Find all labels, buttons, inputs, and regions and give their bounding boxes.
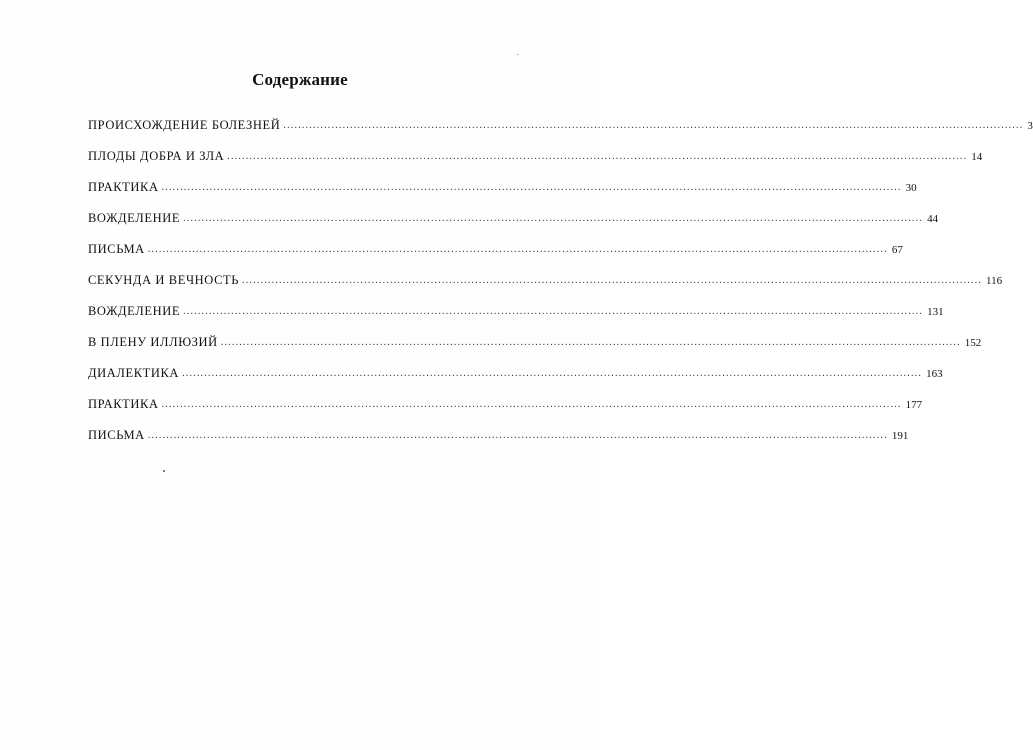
toc-dot-leader: ........................................................................................................................................................................................................ <box>147 244 888 255</box>
toc-entry-page: 44 <box>927 213 939 225</box>
toc-entry-title: ПРОИСХОЖДЕНИЕ БОЛЕЗНЕЙ <box>88 118 281 132</box>
scan-speck <box>163 470 165 472</box>
toc-entry-title: ПИСЬМА <box>88 428 145 442</box>
toc-entry-title: СЕКУНДА И ВЕЧНОСТЬ <box>88 273 240 287</box>
scan-speck <box>517 54 518 55</box>
toc-dot-leader: ........................................................................................................................................................................................................ <box>242 275 983 286</box>
toc-entry <box>88 118 1033 149</box>
toc-entry <box>88 366 943 397</box>
toc-dot-leader: ........................................................................................................................................................................................................ <box>147 430 888 441</box>
toc-entry-title: ПЛОДЫ ДОБРА И ЗЛА <box>88 149 225 163</box>
toc-dot-leader: ........................................................................................................................................................................................................ <box>183 213 924 224</box>
toc-entry-title: ВОЖДЕЛЕНИЕ <box>88 304 181 318</box>
toc-entry-title: В ПЛЕНУ ИЛЛЮЗИЙ <box>88 335 218 349</box>
toc-entry <box>88 428 909 459</box>
toc-entry-title: ДИАЛЕКТИКА <box>88 366 180 380</box>
toc-entry <box>88 273 1003 304</box>
toc-entry <box>88 149 983 180</box>
toc-dot-leader: ........................................................................................................................................................................................................ <box>161 182 902 193</box>
toc-entry-page: 191 <box>891 430 909 442</box>
table-of-contents <box>88 118 1033 459</box>
toc-entry-title: ВОЖДЕЛЕНИЕ <box>88 211 181 225</box>
page-title: Содержание <box>252 70 348 89</box>
toc-entry <box>88 397 923 428</box>
toc-entry <box>88 211 939 242</box>
toc-dot-leader: ........................................................................................................................................................................................................ <box>161 399 902 410</box>
toc-entry <box>88 242 903 273</box>
toc-entry <box>88 304 944 335</box>
toc-entry-page: 177 <box>905 399 923 411</box>
toc-entry-title: ПРАКТИКА <box>88 180 159 194</box>
toc-entry-title: ПИСЬМА <box>88 242 145 256</box>
toc-entry-page: 163 <box>926 368 943 380</box>
toc-dot-leader: ........................................................................................................................................................................................................ <box>182 368 923 379</box>
toc-entry <box>88 335 982 366</box>
toc-dot-leader: ........................................................................................................................................................................................................ <box>220 337 961 348</box>
toc-entry-title: ПРАКТИКА <box>88 397 159 411</box>
toc-entry-page: 14 <box>971 151 983 163</box>
toc-entry <box>88 180 917 211</box>
toc-entry-page: 3 <box>1027 120 1033 132</box>
toc-entry-page: 30 <box>905 182 917 194</box>
toc-dot-leader: ........................................................................................................................................................................................................ <box>183 306 924 317</box>
toc-entry-page: 131 <box>927 306 944 318</box>
toc-entry-page: 67 <box>891 244 903 256</box>
toc-entry-page: 116 <box>986 275 1003 287</box>
toc-entry-page: 152 <box>964 337 982 349</box>
toc-dot-leader: ........................................................................................................................................................................................................ <box>227 151 968 162</box>
toc-dot-leader: ........................................................................................................................................................................................................ <box>283 120 1024 131</box>
